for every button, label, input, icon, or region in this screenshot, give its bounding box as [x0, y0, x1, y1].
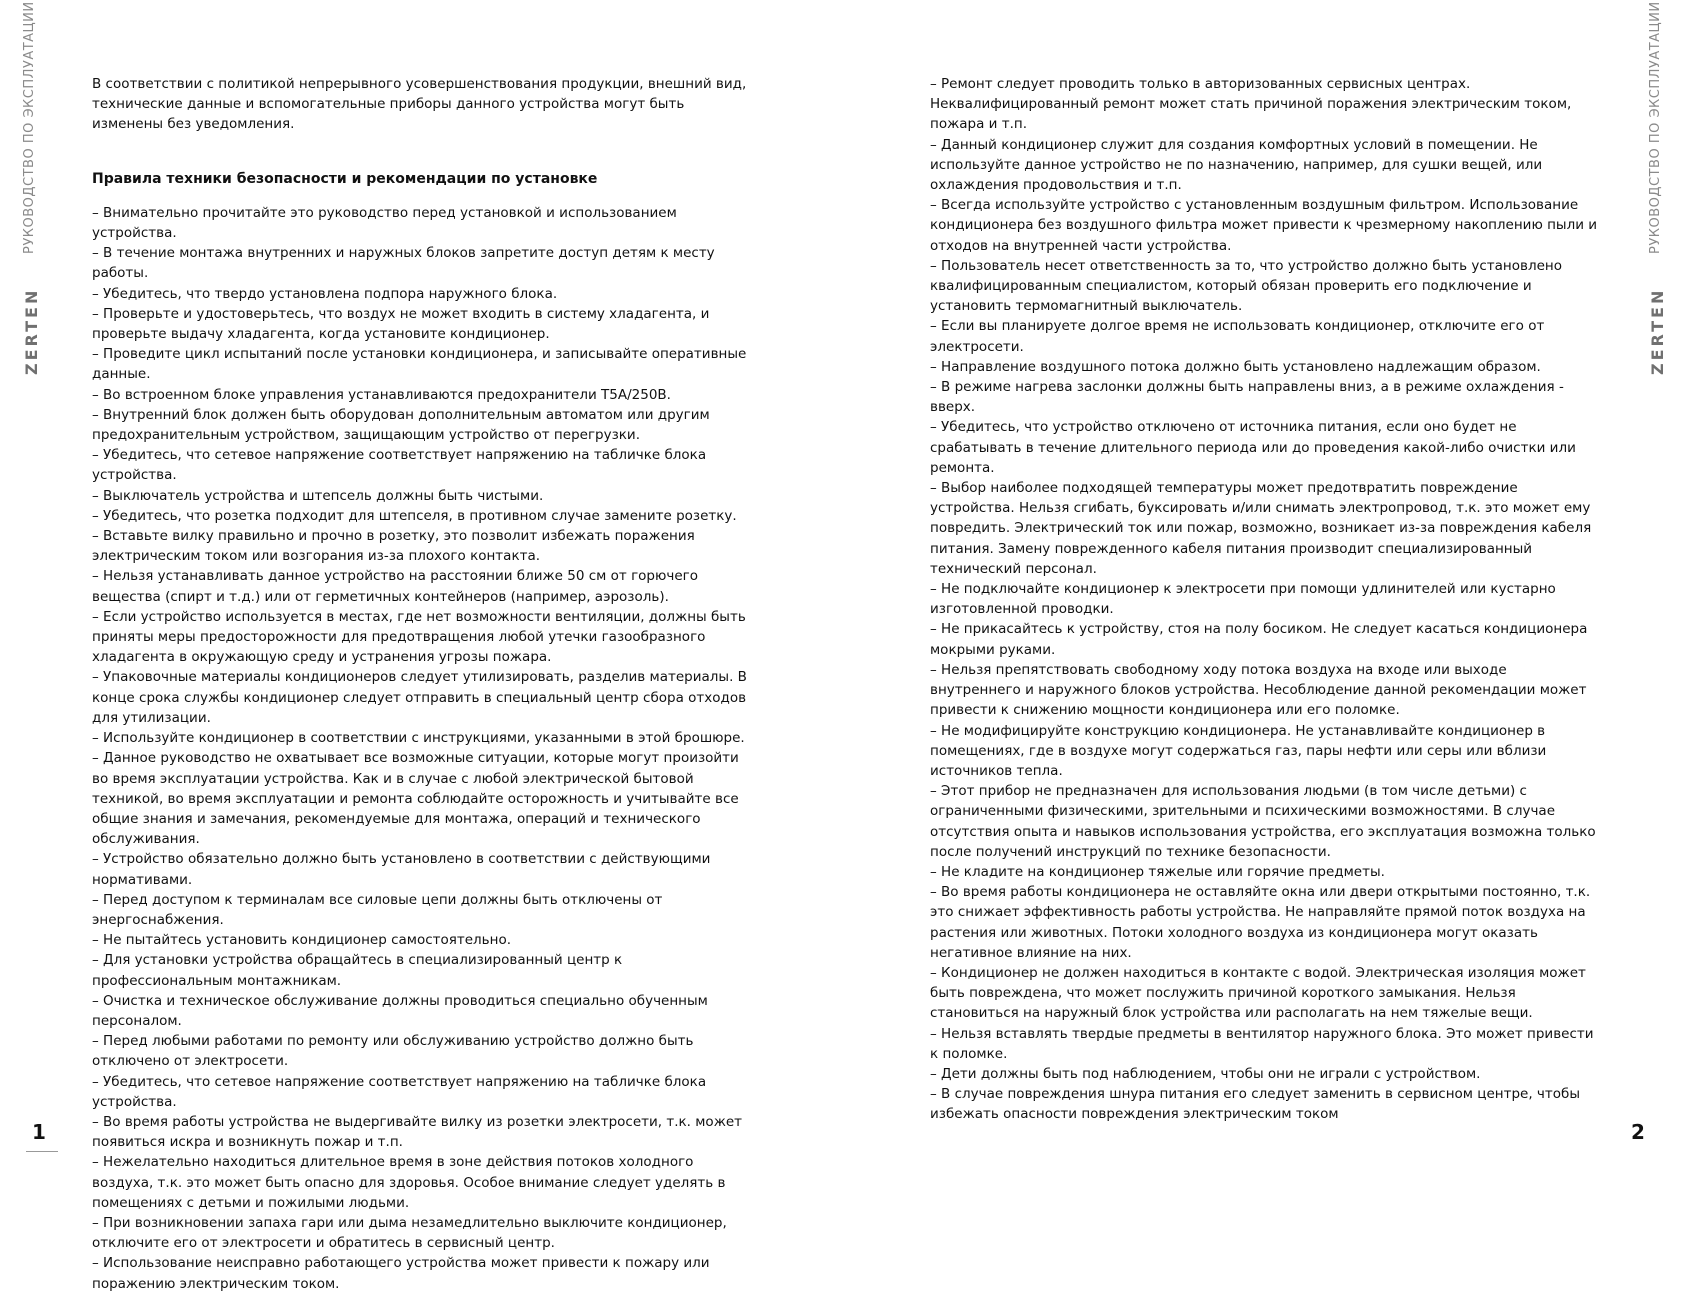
- safety-rule-item: – Убедитесь, что сетевое напряжение соответствует напряжению на табличке блока устройства.: [92, 1073, 707, 1110]
- safety-rule-item: – Всегда используйте устройство с установленным воздушным фильтром. Использование кондиционера без воздушного фильтра может привести к чрезмерному накоплению пыли и отходов на внутренней части устройства.: [930, 197, 1598, 254]
- safety-rule-item: – В режиме нагрева заслонки должны быть направлены вниз, а в режиме охлаждения - вверх.: [930, 379, 1564, 416]
- safety-rule-item: – Убедитесь, что розетка подходит для штепселя, в противном случае замените розетку.: [92, 507, 737, 524]
- safety-rule-item: – Не подключайте кондиционер к электросети при помощи удлинителей или кустарно изготовленной проводки.: [930, 581, 1556, 618]
- safety-rule-item: – Пользователь несет ответственность за то, что устройство должно быть установлено квалифицированным специалистом, который обязан проверить его подключение и установить термомагнитный выключатель.: [930, 257, 1562, 315]
- safety-rule-item: – Внимательно прочитайте это руководство перед установкой и использованием устройства.: [92, 204, 677, 242]
- safety-rule-item: – Вставьте вилку правильно и прочно в розетку, это позволит избежать поражения электрическим током или возгорания из-за плохого контакта.: [92, 528, 695, 565]
- left-safety-list: [92, 203, 757, 1294]
- side-guide-title: РУКОВОДСТВО ПО ЭКСПЛУАТАЦИИ: [22, 1, 37, 254]
- safety-rule-item: – Во время работы устройства не выдергивайте вилку из розетки электросети, т.к. может появиться искра и возникнуть пожар и т.п.: [92, 1113, 743, 1151]
- brand-logo: ZERTEN: [22, 287, 41, 375]
- left-column: [92, 74, 757, 1294]
- safety-rule-item: – Если вы планируете долгое время не использовать кондиционер, отключите его от электросети.: [930, 318, 1545, 355]
- safety-rule-item: – Этот прибор не предназначен для использования людьми (в том числе детьми) с ограниченными физическими, зрительными и психическими возможностями. В случае отсутствия опыта и навыков использования устройства, его эксплуатация возможна только после получений инструкций по технике безопасности.: [930, 783, 1596, 860]
- safety-rule-item: – Проверьте и удостоверьтесь, что воздух не может входить в систему хладагента, и проверьте выдачу хладагента, когда установите кондиционер.: [92, 305, 710, 343]
- right-column: [930, 74, 1600, 1125]
- safety-rule-item: – Не пытайтесь установить кондиционер самостоятельно.: [92, 932, 512, 949]
- page-number-left: 1: [32, 1120, 46, 1144]
- intro-paragraph: В соответствии с политикой непрерывного усовершенствования продукции, внешний вид, технические данные и вспомогательные приборы данного устройства могут быть изменены без уведомления.: [92, 76, 747, 133]
- safety-rule-item: – Нежелательно находиться длительное время в зоне действия потоков холодного воздуха, т.к. это может быть опасно для здоровья. Особое внимание следует уделять в помещениях с детьми и пожилыми людьми.: [92, 1154, 726, 1211]
- safety-rule-item: – Нельзя устанавливать данное устройство на расстоянии ближе 50 см от горючего вещества (спирт и т.д.) или от герметичных контейнеров (например, аэрозоль).: [92, 568, 698, 605]
- safety-rule-item: – Устройство обязательно должно быть установлено в соответствии с действующими нормативами.: [92, 851, 711, 888]
- side-guide-title: РУКОВОДСТВО ПО ЭКСПЛУАТАЦИИ: [1648, 1, 1663, 254]
- section-heading: Правила техники безопасности и рекомендации по установке: [92, 170, 598, 187]
- safety-rule-item: – Перед любыми работами по ремонту или обслуживанию устройство должно быть отключено от электросети.: [92, 1033, 694, 1070]
- safety-rule-item: – Перед доступом к терминалам все силовые цепи должны быть отключены от энергоснабжения.: [92, 891, 663, 928]
- safety-rule-item: – В случае повреждения шнура питания его следует заменить в сервисном центре, чтобы избежать опасности повреждения электрическим током: [930, 1086, 1580, 1123]
- safety-rule-item: – Убедитесь, что устройство отключено от источника питания, если оно будет не срабатывать в течение длительного периода или до проведения какой-либо очистки или ремонта.: [930, 419, 1576, 476]
- safety-rule-item: – Не прикасайтесь к устройству, стоя на полу босиком. Не следует касаться кондиционера мокрыми руками.: [930, 621, 1588, 658]
- safety-rule-item: – Данное руководство не охватывает все возможные ситуации, которые могут произойти во время эксплуатации устройства. Как и в случае с любой электрической бытовой техникой, во время эксплуатации и ремонта соблюдайте осторожность и учитывайте все общие знания и замечания, рекомендуемые для монтажа, операций и технического обслуживания.: [92, 750, 739, 848]
- safety-rule-item: – Для установки устройства обращайтесь в специализированный центр к профессиональным монтажникам.: [92, 952, 623, 989]
- safety-rule-item: – Выбор наиболее подходящей температуры может предотвратить повреждение устройства. Нельзя сгибать, буксировать и/или снимать электропровод, т.к. это может ему повредить. Электрический ток или пожар, возможно, возникает из-за повреждения кабеля питания. Замену поврежденного кабеля питания производит специализированный технический персонал.: [930, 480, 1592, 577]
- safety-rule-item: – Дети должны быть под наблюдением, чтобы они не играли с устройством.: [930, 1065, 1481, 1082]
- safety-rule-item: – При возникновении запаха гари или дыма незамедлительно выключите кондиционер, отключите его от электросети и обратитесь в сервисный центр.: [92, 1214, 727, 1252]
- safety-rule-item: – Нельзя вставлять твердые предметы в вентилятор наружного блока. Это может привести к поломке.: [930, 1025, 1594, 1062]
- right-safety-list: [930, 74, 1600, 1125]
- safety-rule-item: – Нельзя препятствовать свободному ходу потока воздуха на входе или выходе внутреннего и наружного блоков устройства. Несоблюдение данной рекомендации может привести к снижению мощности кондиционера или его поломке.: [930, 661, 1587, 719]
- safety-rule-item: – Не кладите на кондиционер тяжелые или горячие предметы.: [930, 863, 1385, 880]
- page-number-right: 2: [1631, 1120, 1645, 1144]
- safety-rule-item: – Проведите цикл испытаний после установки кондиционера, и записывайте оперативные данные.: [92, 346, 747, 383]
- safety-rule-item: – Убедитесь, что твердо установлена подпора наружного блока.: [92, 285, 558, 302]
- safety-rule-item: – Если устройство используется в местах, где нет возможности вентиляции, должны быть приняты меры предосторожности для предотвращения любой утечки газообразного хладагента в окружающую среду и устранения угрозы пожара.: [92, 608, 746, 666]
- safety-rule-item: – В течение монтажа внутренних и наружных блоков запретите доступ детям к месту работы.: [92, 245, 715, 282]
- page-number-underline: [26, 1151, 58, 1152]
- safety-rule-item: – Не модифицируйте конструкцию кондиционера. Не устанавливайте кондиционер в помещениях, где в воздухе могут содержаться газ, пары нефти или серы или вблизи источников тепла.: [930, 722, 1547, 779]
- right-margin-strip: [1648, 1, 1674, 375]
- safety-rule-item: – Внутренний блок должен быть оборудован дополнительным автоматом или другим предохранительным устройством, защищающим устройство от перегрузки.: [92, 406, 710, 444]
- safety-rule-item: – Ремонт следует проводить только в авторизованных сервисных центрах. Неквалифицированный ремонт может стать причиной поражения электрическим током, пожара и т.п.: [930, 76, 1572, 133]
- safety-rule-item: – Во встроенном блоке управления устанавливаются предохранители T5A/250В.: [92, 386, 671, 403]
- safety-rule-item: – Убедитесь, что сетевое напряжение соответствует напряжению на табличке блока устройства.: [92, 447, 707, 484]
- safety-rule-item: – Выключатель устройства и штепсель должны быть чистыми.: [92, 487, 544, 504]
- safety-rule-item: – Во время работы кондиционера не оставляйте окна или двери открытыми постоянно, т.к. это снижает эффективность работы устройства. Не направляйте прямой поток воздуха на растения или животных. Потоки холодного воздуха из кондиционера могут оказать негативное влияние на них.: [930, 884, 1591, 961]
- safety-rule-item: – Упаковочные материалы кондиционеров следует утилизировать, разделив материалы. В конце срока службы кондиционер следует отправить в специальный центр сбора отходов для утилизации.: [92, 669, 747, 726]
- safety-rule-item: – Используйте кондиционер в соответствии с инструкциями, указанными в этой брошюре.: [92, 730, 745, 747]
- safety-rule-item: – Использование неисправно работающего устройства может привести к пожару или поражению электрическим током.: [92, 1255, 710, 1292]
- left-margin-strip: [22, 1, 48, 375]
- safety-rule-item: – Данный кондиционер служит для создания комфортных условий в помещении. Не используйте данное устройство не по назначению, например, для сушки вещей, или охлаждения продовольствия и т.п.: [930, 136, 1543, 194]
- brand-logo: ZERTEN: [1648, 287, 1667, 375]
- safety-rule-item: – Очистка и техническое обслуживание должны проводиться специально обученным персоналом.: [92, 992, 708, 1029]
- safety-rule-item: – Направление воздушного потока должно быть установлено надлежащим образом.: [930, 358, 1541, 375]
- safety-rule-item: – Кондиционер не должен находиться в контакте с водой. Электрическая изоляция может быть повреждена, что может послужить причиной короткого замыкания. Нельзя становиться на наружный блок устройства или располагать на нем тяжелые вещи.: [930, 964, 1586, 1022]
